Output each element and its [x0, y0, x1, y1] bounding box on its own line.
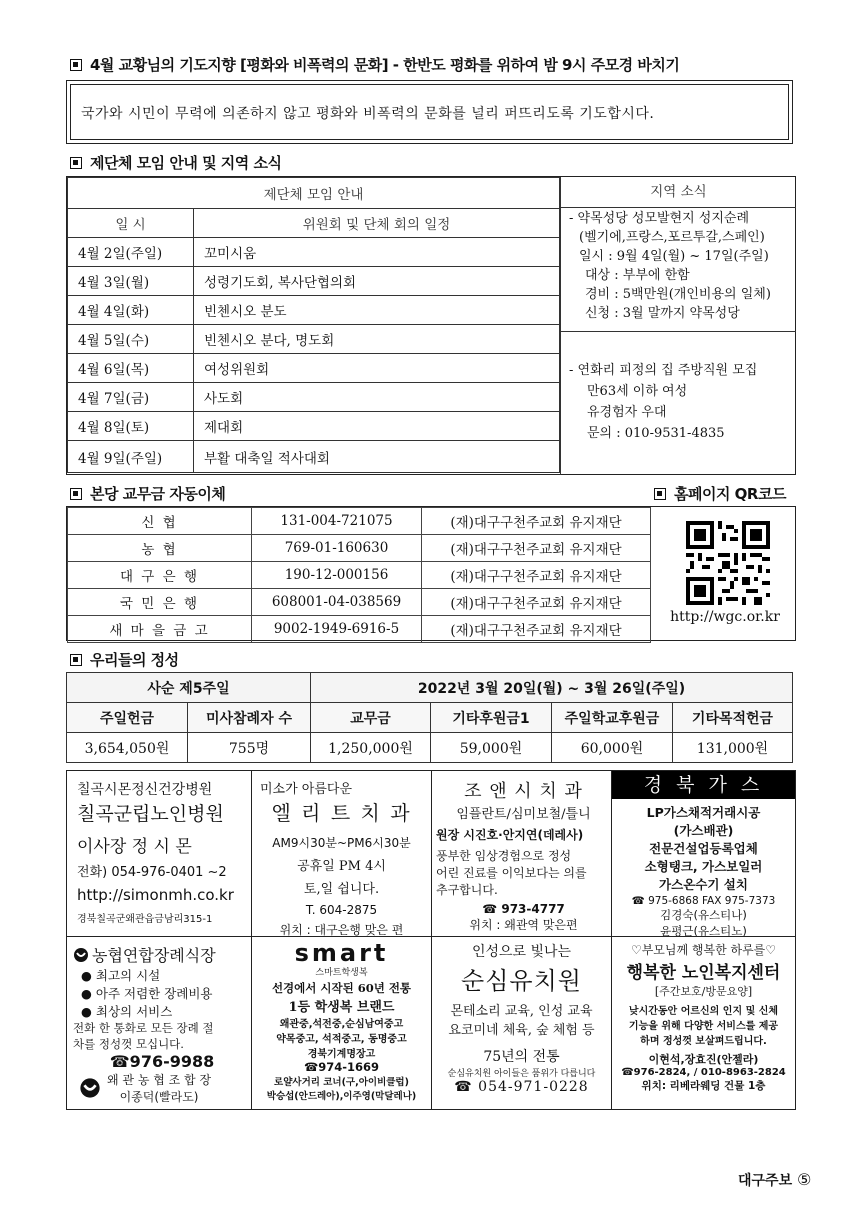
- ads-panel: [66, 770, 796, 1110]
- homepage-url[interactable]: http://wgc.or.kr: [670, 609, 780, 625]
- table-row: 국 민 은 행 608001-04-038569 (재)대구구천주교회 유지재단: [68, 589, 651, 616]
- col-date: 일 시: [68, 209, 194, 238]
- table-row: 4월 9일(주일) 부활 대축일 적사대회: [68, 441, 560, 473]
- table-row: 4월 5일(수) 빈첸시오 분다, 명도회: [68, 325, 560, 354]
- square-bullet-icon: [70, 488, 82, 500]
- nonghyup-logo-icon: [79, 1077, 101, 1099]
- table-row: 4월 4일(화) 빈첸시오 분도: [68, 296, 560, 325]
- square-bullet-icon: [654, 488, 666, 500]
- news-header: 지역 소식: [560, 177, 796, 208]
- offering-title: 우리들의 정성: [70, 649, 179, 670]
- table-row: 신 협 131-004-721075 (재)대구구천주교회 유지재단: [68, 508, 651, 535]
- groups-title: 제단체 모임 안내 및 지역 소식: [70, 152, 282, 173]
- table-row: 3,654,050원 755명 1,250,000원 59,000원 60,000원 131,000원: [67, 733, 793, 763]
- table-row: 4월 7일(금) 사도회: [68, 383, 560, 412]
- table-row: 대 구 은 행 190-12-000156 (재)대구구천주교회 유지재단: [68, 562, 651, 589]
- group-schedule-table: [67, 177, 560, 473]
- prayer-intention-text: 국가와 시민이 무력에 의존하지 않고 평화와 비폭력의 문화를 널리 퍼뜨리도록 기도합시다.: [81, 106, 655, 122]
- offering-table: 사순 제5주일 2022년 3월 20일(월) ~ 3월 26일(주일) 주일헌금 미사참례자 수 교무금 기타후원금1 주일학교후원금 기타목적헌금 3,654,050원 755명 1,250,000원 59,000원 60,000원 131,000원: [66, 672, 793, 763]
- page-number: ⑤: [796, 1170, 812, 1189]
- ad-sunshim-kindergarten: 인성으로 빛나는 순심유치원 몬테소리 교육, 인성 교육 요코미네 체육, 숲 체험 등 75년의 전통 순심유치원 아이들은 품위가 다릅니다 ☎ 054-971-0228: [432, 937, 612, 1109]
- autopay-panel: [66, 506, 796, 641]
- col-schedule: 위원회 및 단체 회의 일정: [194, 209, 560, 238]
- table-row: 4월 6일(목) 여성위원회: [68, 354, 560, 383]
- footer: 대구주보 ⑤: [738, 1170, 812, 1189]
- square-bullet-icon: [70, 157, 82, 169]
- square-bullet-icon: [70, 59, 82, 71]
- ad-elite-dental: 미소가 아름다운 엘 리 트 치 과 AM9시30분~PM6시30분 공휴일 PM 4시 토,일 쉽니다. T. 604-2875 위치 : 대구은행 맞은 편: [252, 771, 432, 937]
- schedule-header: 제단체 모임 안내: [68, 178, 560, 209]
- prayer-intention-title: 4월 교황님의 기도지향 [평화와 비폭력의 문화] - 한반도 평화를 위하여 밤 9시 주모경 바치기: [70, 54, 679, 75]
- ad-smart-uniform: smart 스마트학생복 선경에서 시작된 60년 전통 1등 학생복 브랜드 왜관중,석전중,순심남여중고 약목중고, 석적중고, 동명중고 경북기계명장고 ☎974-1669 로얄사거리 코너(구,아이비클럽) 박승섭(안드레아),이주영(막달레나): [252, 937, 432, 1109]
- ad-gyeongbuk-gas: 경 북 가 스 LP가스채적거래시공 (가스배관) 전문건설업등록업체 소형탱크, 가스보일러 가스온수기 설치 ☎ 975-6868 FAX 975-7373 김경숙(유스티나) 윤평근(유스티노): [612, 771, 795, 937]
- homepage-qr-code[interactable]: [686, 521, 770, 605]
- ad-happy-senior-center: ♡부모님께 행복한 하루를♡ 행복한 노인복지센터 [주간보호/방문요양] 낮시간동안 어르신의 인지 및 신체 기능을 위해 다양한 서비스를 제공 하며 정성껏 보살펴드립니다. 이현석,장효진(안젤라) ☎976-2824, / 010-8963-2824 위치: 리베라웨딩 건물 1층: [621, 943, 786, 1092]
- bank-table: [67, 507, 651, 643]
- table-row: 4월 2일(주일) 꼬미시움: [68, 238, 560, 267]
- ad-joan-dental: 조 앤 시 치 과 임플란트/심미보철/틀니 원장 시진호·안지연(데레사) 풍부한 임상경험으로 정성 어린 진료를 이익보다는 의를 추구합니다. ☎ 973-4777 위치 : 왜관역 맞은편: [432, 771, 612, 937]
- period-label: 2022년 3월 20일(월) ~ 3월 26일(주일): [311, 673, 793, 703]
- news-pilgrimage: - 약목성당 성모발현지 성지순례 (벨기에,프랑스,포르투갈,스페인) 일시 : 9월 4일(월) ~ 17일(주일) 대상 : 부부에 한함 경비 : 5백만원(개인비용의 일체) 신청 : 3월 말까지 약목성당: [560, 208, 796, 332]
- table-row: 4월 3일(월) 성령기도회, 복사단협의회: [68, 267, 560, 296]
- table-row: 새 마 을 금 고 9002-1949-6916-5 (재)대구구천주교회 유지재단: [68, 616, 651, 643]
- week-label: 사순 제5주일: [67, 673, 311, 703]
- autopay-title: 본당 교무금 자동이체: [70, 483, 225, 504]
- ad-nonghyup-funeral: 농협연합장례식장 ● 최고의 시설 ● 아주 저렴한 장례비용 ● 최상의 서비스 전화 한 통화로 모든 장례 절 차를 정성껏 모십니다. ☎976-9988 왜 관 농 협 조 합 장 이종덕(빨라도): [67, 937, 252, 1109]
- square-bullet-icon: [70, 654, 82, 666]
- groups-panel: [66, 176, 796, 475]
- table-row: 4월 8일(토) 제대회: [68, 412, 560, 441]
- table-row: 농 협 769-01-160630 (재)대구구천주교회 유지재단: [68, 535, 651, 562]
- nonghyup-logo-icon: [73, 947, 89, 963]
- prayer-intention-box: [66, 80, 793, 144]
- qr-title: 홈페이지 QR코드: [654, 483, 786, 504]
- ad-simon-hospital: 칠곡시몬정신건강병원 칠곡군립노인병원 이사장 정 시 몬 전화) 054-976-0401 ~2 http://simonmh.co.kr 경북칠곡군왜관읍금남리315-1: [67, 771, 252, 937]
- news-staff-recruit: - 연화리 피정의 집 주방직원 모집 만63세 이하 여성 유경험자 우대 문의 : 010-9531-4835: [560, 332, 796, 475]
